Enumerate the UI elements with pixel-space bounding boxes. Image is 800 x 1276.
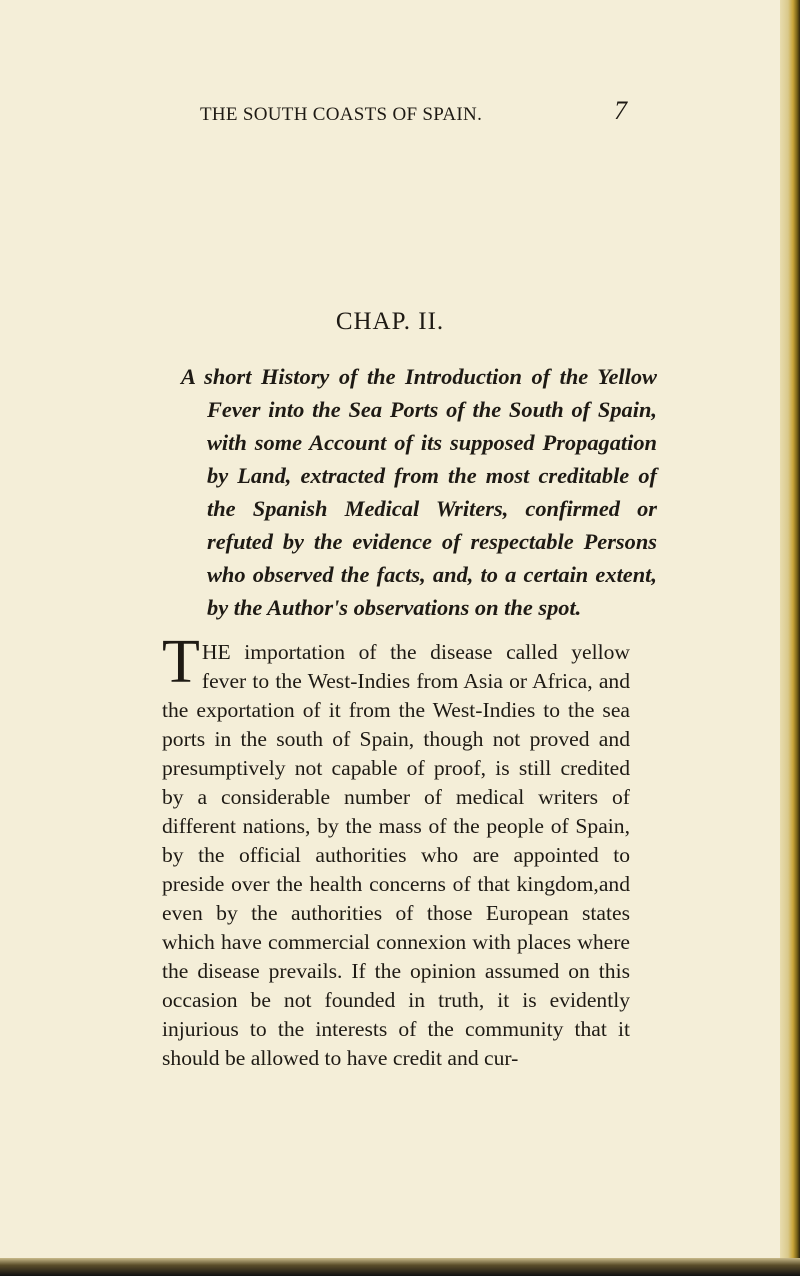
drop-cap: T bbox=[162, 628, 200, 696]
running-header-title: THE SOUTH COASTS OF SPAIN. bbox=[200, 104, 483, 125]
chapter-summary: A short History of the Introduction of the Yellow Fever into the Sea Ports of the South of Spain, with some Account of its supposed Propagation by Land, extracted from the most creditable of the Spanish Medical Writers, confirmed or refuted by the evidence of respectable Persons who observed the facts, and, to a certain extent, by the Author's observations on the spot. bbox=[181, 364, 657, 620]
paragraph-text: importation of the disease called yellow fever to the West-Indies from Asia or Africa, and the exportation of it from the West-Indies to the sea ports in the south of Spain, though not proved and presumptively not capable of proof, is still credited by a considerable number of medical writers of different nations, by the mass of the people of Spain, by the official authorities who are appointed to preside over the health concerns of that kingdom,and even by the authorities of those European states which have commercial connexion with places where the disease prevails. If the opinion assumed on this occasion be not founded in truth, it is evidently injurious to the interests of the community that it should be allowed to have credit and cur- bbox=[162, 640, 630, 1070]
page-edge-gilt bbox=[780, 0, 800, 1276]
page-bottom-edge bbox=[0, 1258, 800, 1276]
drop-cap-rest: HE bbox=[201, 640, 231, 664]
body-paragraph bbox=[162, 628, 630, 1073]
page-number: 7 bbox=[614, 96, 627, 125]
chapter-heading: CHAP. II. bbox=[335, 308, 445, 335]
